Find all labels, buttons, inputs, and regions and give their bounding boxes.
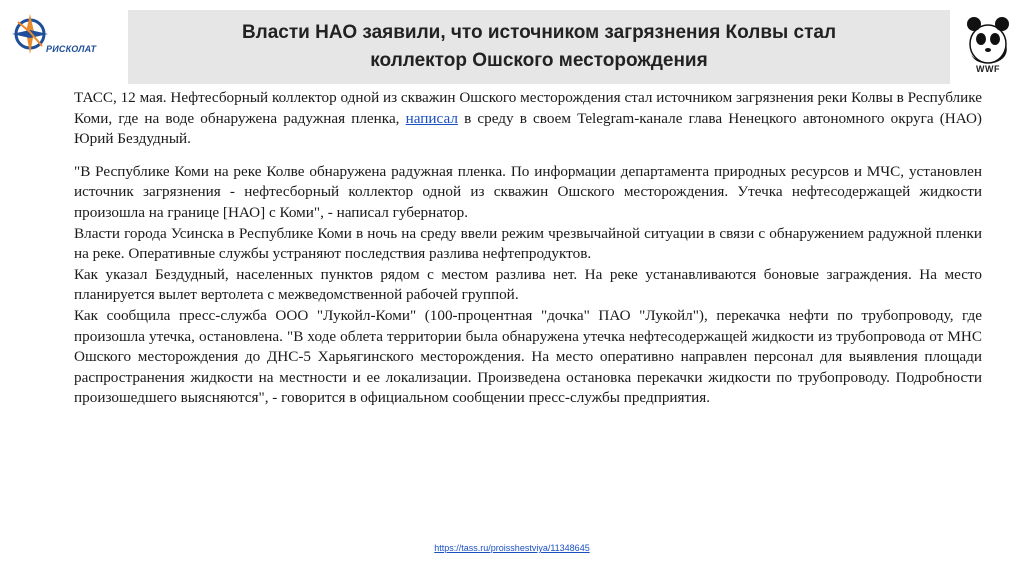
p1-text-end: в среду в своем Telegram-канале глава Ненецкого автономного округа (НАО) Юрий Бездудный. xyxy=(74,109,982,148)
article-paragraph-usinsk: Власти города Усинска в Республике Коми в ночь на среду ввели режим чрезвычайной ситуации в связи с обнаружением радужной пленки на реке. Оперативные службы устраняют последствия разлива нефтепродуктов. xyxy=(74,224,982,263)
article-paragraph-quote: "В Республике Коми на реке Колве обнаружена радужная пленка. По информации департамента природных ресурсов и МЧС, установлен источник загрязнения - нефтесборный коллектор одной из скважин Ошского месторождения. Утечка нефтесодержащей жидкости произошла на границе [НАО] с Коми", - написал губернатор. xyxy=(74,162,982,221)
article-paragraph-lukoil: Как сообщила пресс-служба ООО "Лукойл-Коми" (100-процентная "дочка" ПАО "Лукойл"), перекачка нефти по трубопроводу, где произошла утечка, остановлена. "В ходе облета территории была обнаружена утечка нефтесодержащей жидкости из трубопровода от МНС Ошского месторождения до ДНС-5 Харьягинского месторождения. На место оперативно направлен персонал для выявления площади распространения жидкости на местности и ее локализации. Произведена остановка перекачки жидкости по трубопроводу. Подробности произошедшего выясняются", - говорится в официальном сообщении пресс-службы предприятия. xyxy=(74,306,982,407)
riskolat-logo xyxy=(6,8,102,68)
title-line-1: Власти НАО заявили, что источником загрязнения Колвы стал xyxy=(241,22,837,43)
source-footer xyxy=(0,543,1024,553)
article-paragraph-bezdudny: Как указал Бездудный, населенных пунктов рядом с местом разлива нет. На реке устанавливаются боновые заграждения. На место планируется вылет вертолета с межведомственной рабочей группой. xyxy=(74,265,982,304)
title-line-2: коллектор Ошского месторождения xyxy=(370,50,708,71)
article-paragraph xyxy=(74,88,982,150)
riskolat-logo-text: РИСКОЛАТ xyxy=(46,44,97,54)
source-inline-link[interactable]: написал xyxy=(405,109,458,127)
p1-text-start: ТАСС, 12 мая. Нефтесборный коллектор одной из скважин Ошского месторождения стал источником загрязнения реки Колвы в Республике Коми, где на воде обнаружена радужная пленка, xyxy=(74,89,983,127)
article-body xyxy=(74,88,982,409)
source-url-link[interactable]: https://tass.ru/proisshestviya/11348645 xyxy=(434,543,590,553)
wwf-logo xyxy=(962,14,1014,78)
panda-icon xyxy=(964,14,1012,64)
slide-title xyxy=(212,19,866,75)
wwf-logo-text: WWF xyxy=(976,64,1000,74)
risk-compass-icon xyxy=(10,12,50,58)
slide-title-box xyxy=(128,10,950,84)
